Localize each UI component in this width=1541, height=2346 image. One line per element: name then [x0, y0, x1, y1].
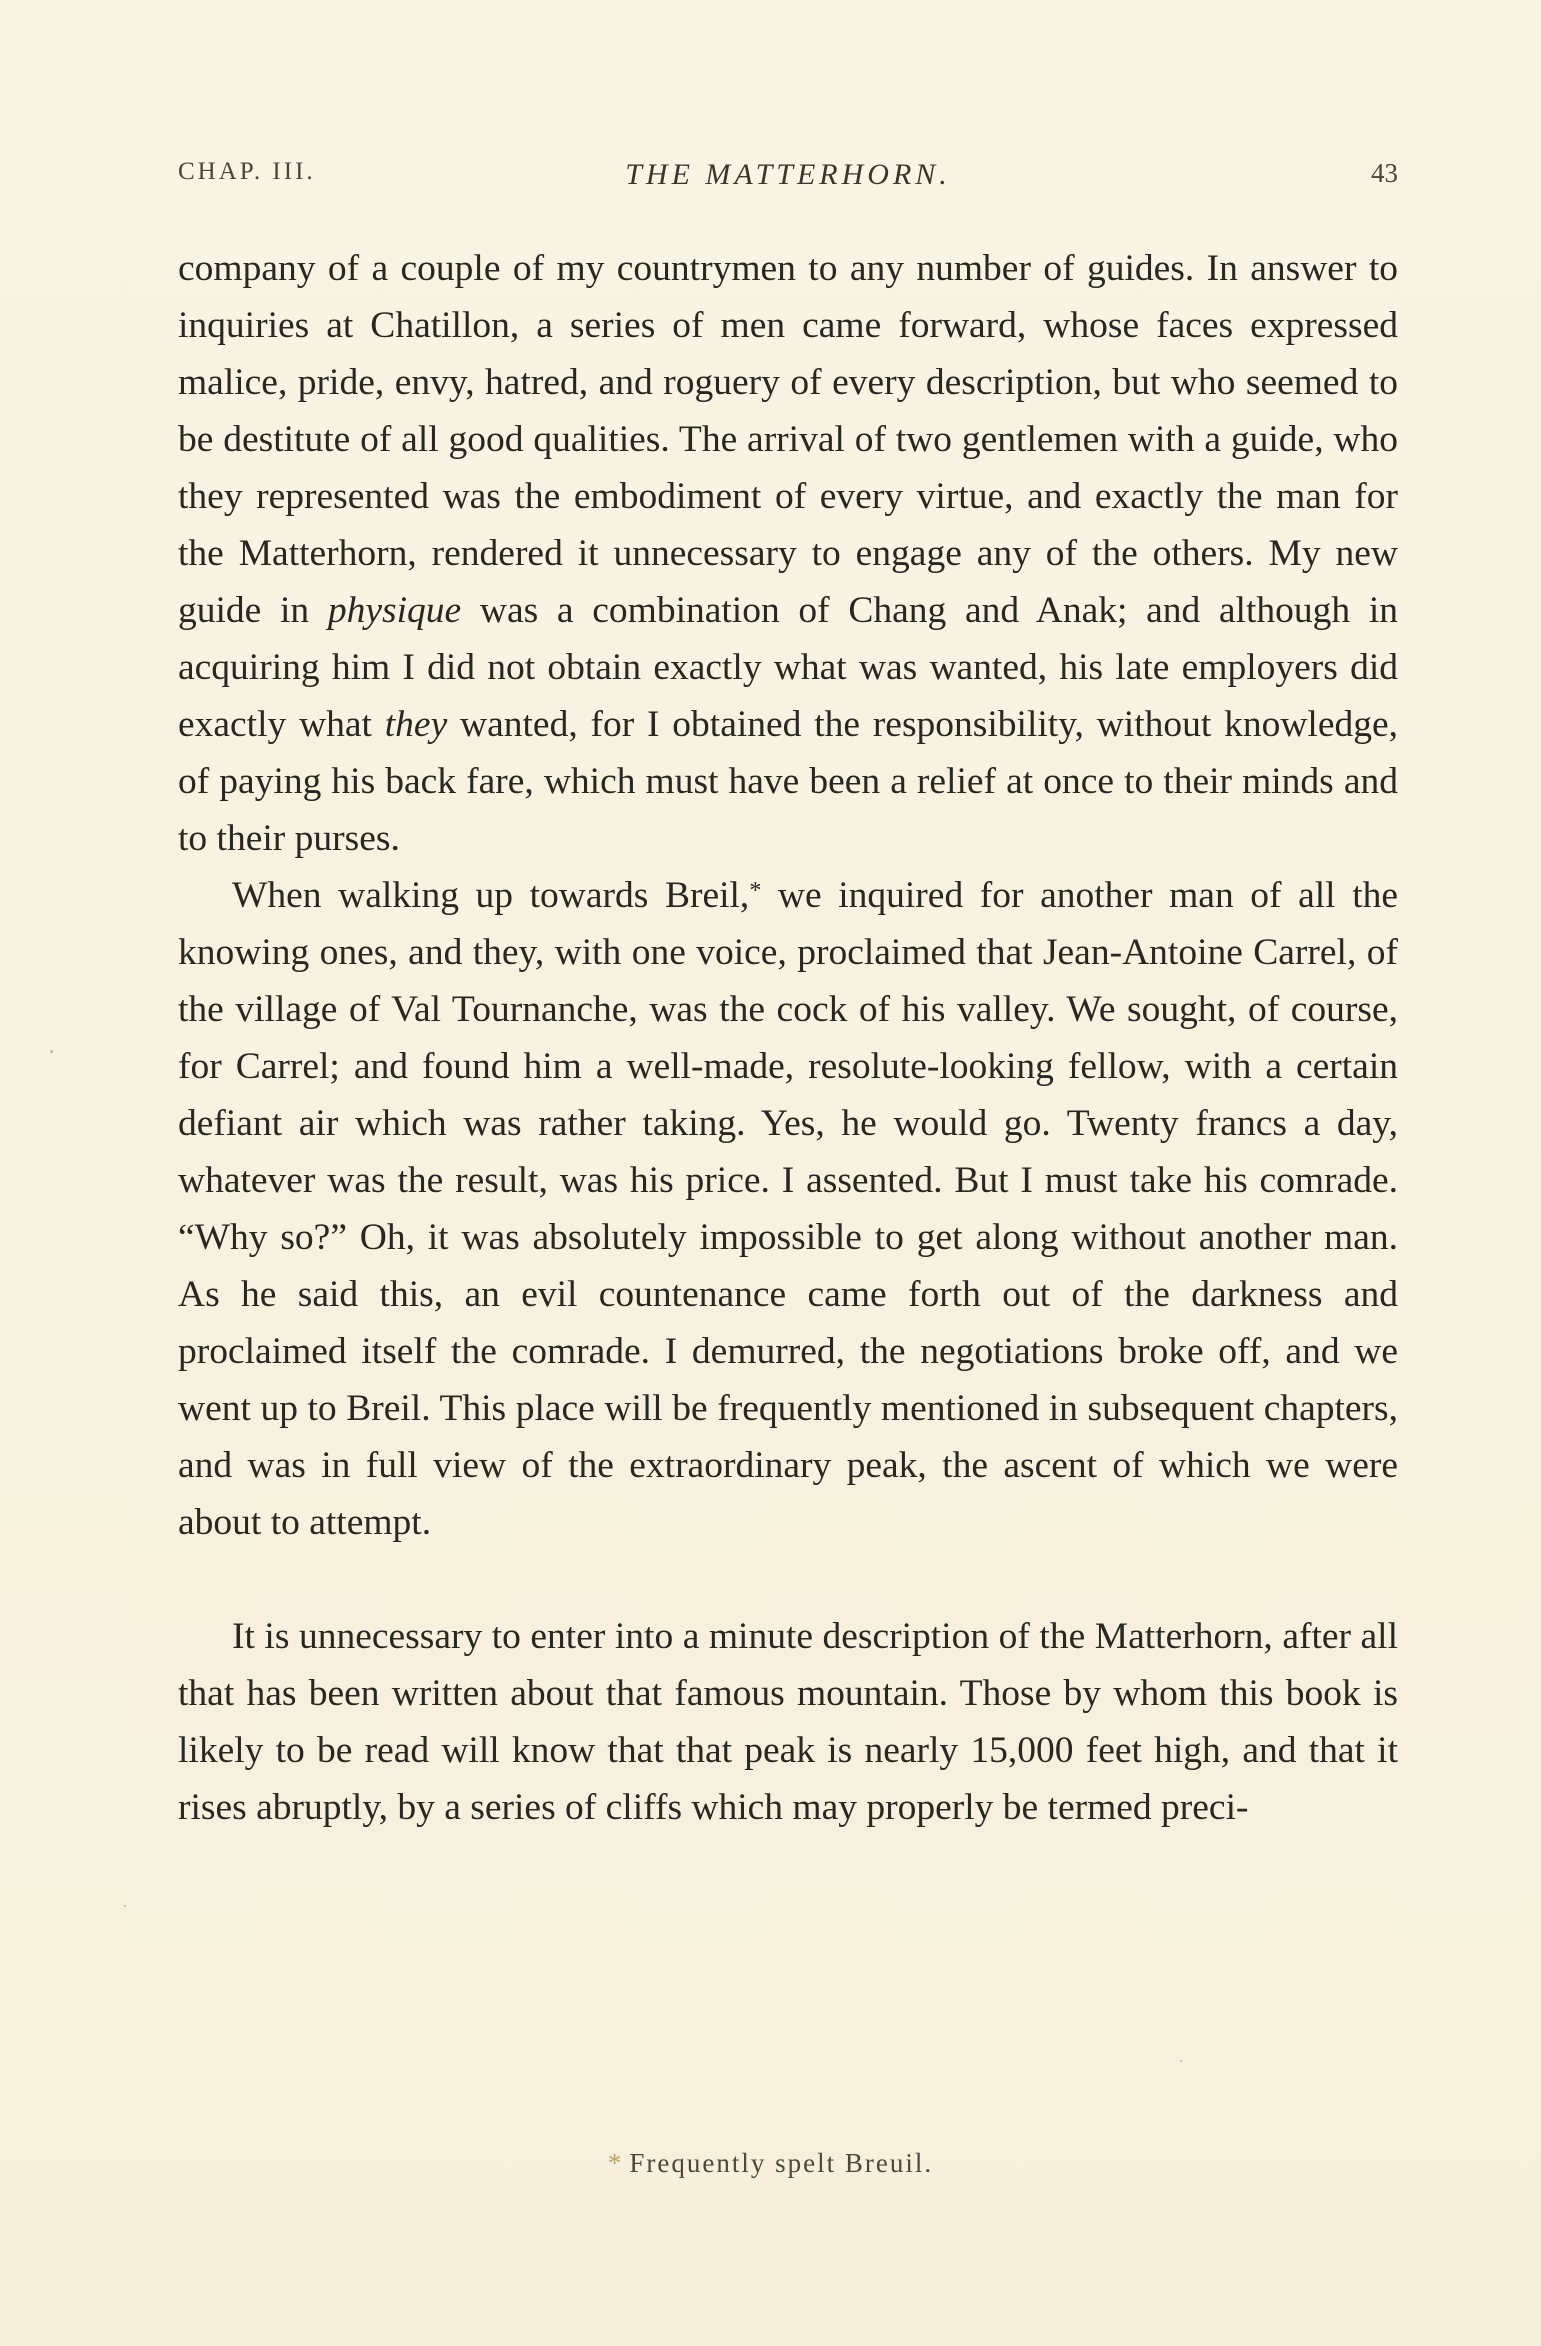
- paragraph-continued: [178, 240, 1398, 867]
- footnote-text: Frequently spelt Breuil.: [629, 2148, 934, 2178]
- paragraph-breil: [178, 867, 1398, 1551]
- italic-they: they: [384, 704, 448, 745]
- footnote-reference: *: [749, 878, 762, 904]
- paragraph-3-text: It is unnecessary to enter into a minute description of the Matterhorn, after all that has been written about that famous mountain. Those by whom this book is likely to be read will know that that peak is nearly 15,000 feet high, and that it rises abruptly, by a series of cliffs which may properly be termed preci-: [178, 1616, 1398, 1828]
- footnote: [0, 2148, 1541, 2179]
- paragraph-2-text-b: we inquired for another man of all the knowing ones, and they, with one voice, proclaimed that Jean-Antoine Carrel, of the village of Val Tournanche, was the cock of his valley. We sought, of course, for Carrel; and found him a well-made, resolute-looking fellow, with a certain defiant air which was rather taking. Yes, he would go. Twenty francs a day, whatever was the result, was his price. I assented. But I must take his comrade. “Why so?” Oh, it was absolutely impossible to get along without another man. As he said this, an evil countenance came forth out of the darkness and proclaimed itself the comrade. I demurred, the negotiations broke off, and we went up to Breil. This place will be frequently mentioned in subsequent chapters, and was in full view of the extraordinary peak, the ascent of which we were about to attempt.: [178, 875, 1399, 1543]
- paper-speck: [50, 1050, 53, 1053]
- chapter-label: CHAP. III.: [178, 158, 316, 185]
- footnote-mark: *: [607, 2148, 624, 2178]
- body-text: [178, 240, 1398, 1836]
- page-number: 43: [1371, 158, 1398, 188]
- paragraph-2-text-a: When walking up towards Breil,: [232, 875, 750, 916]
- paper-speck: [1180, 2060, 1182, 2062]
- running-header: [178, 158, 1398, 198]
- paper-speck: [124, 1905, 126, 1907]
- paragraph-1-text-b: was a combination of Chang and Anak; and although in acquiring him I did not obtain exactly what was wanted, his late employers did exactly what: [178, 590, 1399, 745]
- italic-physique: physique: [327, 590, 462, 631]
- paragraph-matterhorn-description: [178, 1608, 1398, 1836]
- paragraph-1-text-c: wanted, for I obtained the responsibility, without knowledge, of paying his back fare, which must have been a relief at once to their minds and to their purses.: [178, 704, 1399, 859]
- paragraph-1-text-a: company of a couple of my countrymen to any number of guides. In answer to inquiries at Chatillon, a series of men came forward, whose faces expressed malice, pride, envy, hatred, and roguery of every description, but who seemed to be destitute of all good qualities. The arrival of two gentlemen with a guide, who they represented was the embodiment of every virtue, and exactly the man for the Matterhorn, rendered it unnecessary to engage any of the others. My new guide in: [178, 248, 1398, 631]
- running-title: THE MATTERHORN.: [625, 158, 951, 191]
